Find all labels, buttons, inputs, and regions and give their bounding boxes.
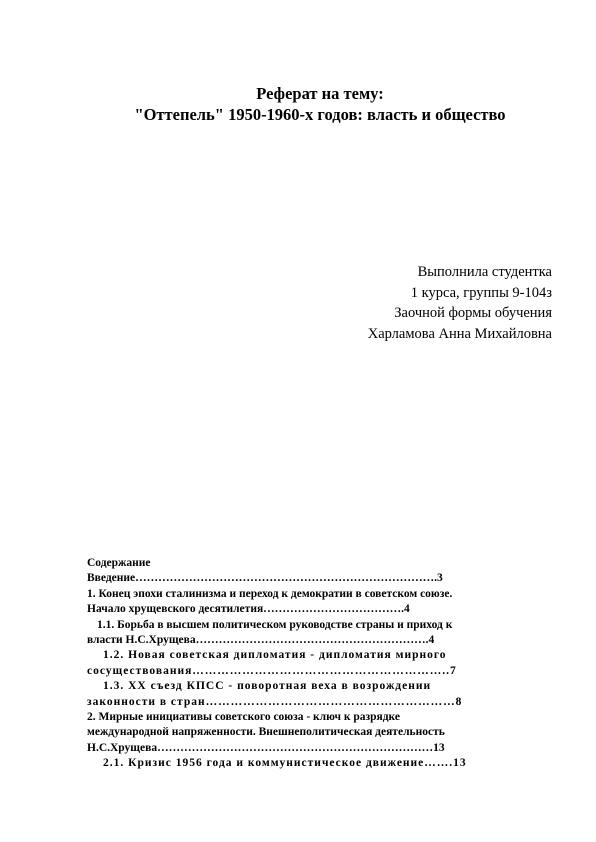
author-line-2: 1 курса, группы 9-104з (410, 284, 552, 301)
toc-entry-1-1: 1.1. Борьба в высшем политическом руководстве страны и приход к (97, 618, 453, 631)
toc-entry-1-3: 1.3. XX съезд КПСС - поворотная веха в возрождении (103, 680, 432, 693)
toc-entry-1: 1. Конец эпохи сталинизма и переход к демократии в советском союзе. (87, 587, 453, 600)
toc-entry-1-2: 1.2. Новая советская дипломатия - дипломатия мирного (103, 649, 447, 662)
toc-entry-2-cont: международной напряженности. Внешнеполитическая деятельность (87, 726, 445, 739)
author-line-3: Заочной формы обучения (394, 305, 552, 321)
toc-entry-introduction: Введение…………………………………………………………………….3 (87, 572, 443, 585)
toc-entry-1-1-cont: власти Н.С.Хрущева…………………………………………………….4 (87, 634, 435, 647)
toc-heading: Содержание (87, 557, 151, 569)
author-line-1: Выполнила студентка (417, 264, 552, 280)
title-block (0, 83, 596, 125)
toc-entry-2-cont-2: Н.С.Хрущева………………………………………………………………13 (87, 741, 445, 754)
toc-entry-2-1: 2.1. Кризис 1956 года и коммунистическое движение…….13 (103, 757, 467, 770)
author-block (368, 262, 552, 344)
toc-entry-1-3-cont: законности в стран……………………………………………………8 (87, 695, 463, 708)
author-name: Харламова Анна Михайловна (367, 325, 552, 342)
toc-entry-2: 2. Мирные инициативы советского союза - ключ к разрядке (87, 711, 400, 724)
toc-entry-1-2-cont: сосуществования……………………………………………………..7 (87, 664, 457, 677)
toc-entry-1-cont: Начало хрущевского десятилетия……………………………….4 (87, 603, 410, 616)
title-line-2: "Оттепель" 1950-1960-х годов: власть и общество (134, 105, 506, 124)
table-of-contents (87, 556, 542, 772)
title-line-1: Реферат на тему: (256, 84, 384, 103)
